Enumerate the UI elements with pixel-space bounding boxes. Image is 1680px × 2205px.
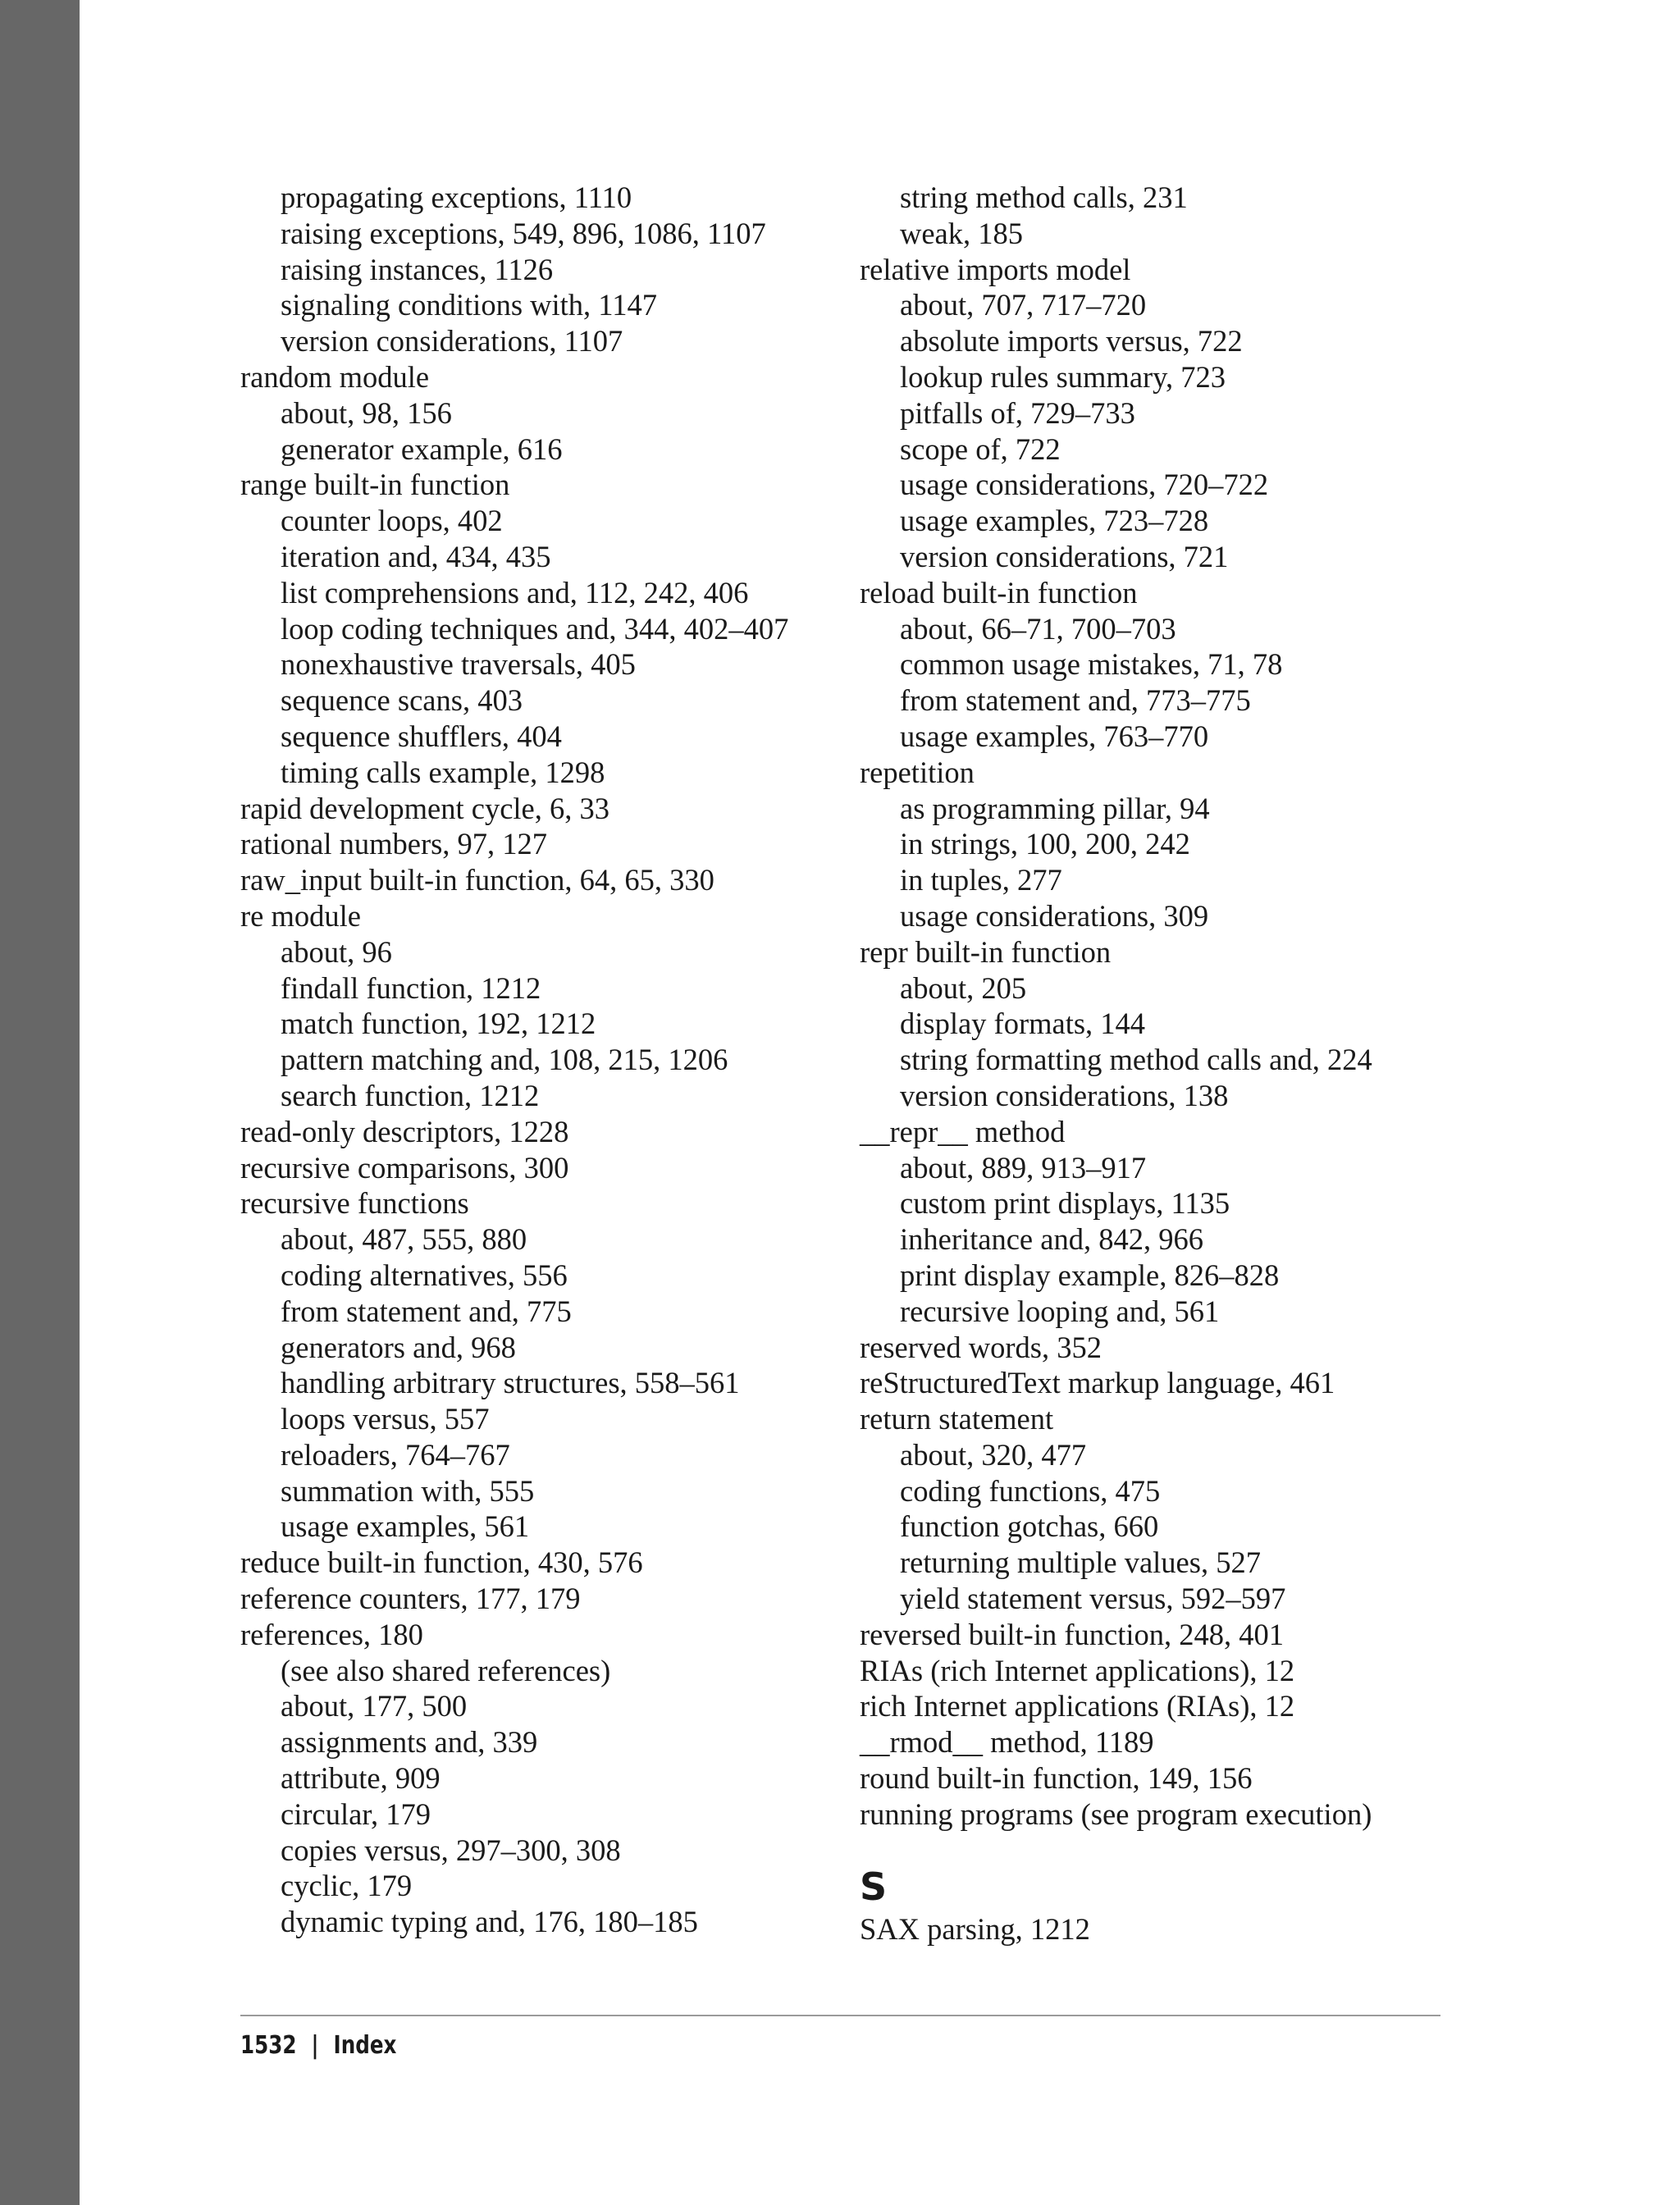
- index-subentry: coding functions, 475: [900, 1473, 1161, 1508]
- index-entry: random module: [240, 359, 430, 394]
- index-subentry: match function, 192, 1212: [281, 1007, 596, 1041]
- page-number: 1532: [240, 2031, 297, 2060]
- index-subentry: function gotchas, 660: [900, 1509, 1159, 1544]
- index-entry: running programs (see program execution): [860, 1796, 1372, 1831]
- index-subentry: lookup rules summary, 723: [900, 359, 1226, 394]
- index-subentry: iteration and, 434, 435: [281, 539, 551, 573]
- index-subentry: sequence scans, 403: [281, 683, 523, 718]
- index-entry: reduce built-in function, 430, 576: [240, 1545, 643, 1580]
- index-entry: re module: [240, 898, 361, 933]
- index-subentry: raising exceptions, 549, 896, 1086, 1107: [281, 216, 766, 250]
- index-subentry: timing calls example, 1298: [281, 755, 605, 789]
- index-subentry: (see also shared references): [281, 1653, 611, 1687]
- index-subentry: generator example, 616: [281, 431, 563, 466]
- index-entry: reversed built-in function, 248, 401: [860, 1617, 1284, 1651]
- index-subentry: generators and, 968: [281, 1330, 516, 1364]
- index-entry: __repr__ method: [860, 1114, 1066, 1148]
- index-subentry: recursive looping and, 561: [900, 1294, 1220, 1328]
- index-subentry: absolute imports versus, 722: [900, 324, 1243, 358]
- page-footer: [240, 2031, 396, 2060]
- index-subentry: in tuples, 277: [900, 863, 1062, 897]
- index-subentry: search function, 1212: [281, 1078, 540, 1112]
- index-subentry: pitfalls of, 729–733: [900, 395, 1135, 430]
- index-subentry: common usage mistakes, 71, 78: [900, 647, 1283, 682]
- index-entry: reserved words, 352: [860, 1330, 1102, 1364]
- index-entries-s: [860, 1911, 1450, 1947]
- index-entry: recursive comparisons, 300: [240, 1150, 569, 1185]
- index-subentry: about, 889, 913–917: [900, 1150, 1147, 1185]
- index-subentry: propagating exceptions, 1110: [281, 180, 632, 214]
- index-entry: references, 180: [240, 1617, 423, 1651]
- index-subentry: returning multiple values, 527: [900, 1545, 1261, 1580]
- index-subentry: nonexhaustive traversals, 405: [281, 647, 636, 682]
- index-subentry: version considerations, 1107: [281, 324, 623, 358]
- index-subentry: string formatting method calls and, 224: [900, 1043, 1372, 1077]
- index-subentry: attribute, 909: [281, 1761, 441, 1796]
- index-entry: rapid development cycle, 6, 33: [240, 791, 610, 825]
- index-entry: recursive functions: [240, 1186, 469, 1221]
- index-entry: SAX parsing, 1212: [860, 1911, 1090, 1946]
- index-entry: rational numbers, 97, 127: [240, 827, 548, 861]
- index-subentry: display formats, 144: [900, 1007, 1146, 1041]
- index-column-right: [860, 180, 1450, 1947]
- index-entry: reStructuredText markup language, 461: [860, 1366, 1335, 1400]
- index-subentry: usage considerations, 720–722: [900, 468, 1269, 502]
- index-entries-r: [860, 180, 1450, 1833]
- index-entry: reference counters, 177, 179: [240, 1582, 581, 1616]
- index-subentry: list comprehensions and, 112, 242, 406: [281, 575, 749, 609]
- index-entry: round built-in function, 149, 156: [860, 1761, 1253, 1796]
- index-subentry: about, 177, 500: [281, 1689, 468, 1723]
- index-column-left: [240, 180, 831, 1940]
- index-subentry: loops versus, 557: [281, 1402, 490, 1436]
- index-subentry: cyclic, 179: [281, 1869, 413, 1903]
- index-subentry: summation with, 555: [281, 1473, 535, 1508]
- index-subentry: copies versus, 297–300, 308: [281, 1833, 621, 1867]
- page-edge-strip: [0, 0, 80, 2205]
- footer-section-title: Index: [333, 2031, 397, 2060]
- index-subentry: coding alternatives, 556: [281, 1258, 568, 1292]
- index-subentry: usage examples, 561: [281, 1509, 530, 1544]
- section-letter-heading: S: [860, 1864, 888, 1909]
- index-entry: repetition: [860, 755, 975, 789]
- index-subentry: scope of, 722: [900, 431, 1061, 466]
- index-subentry: circular, 179: [281, 1796, 431, 1831]
- index-subentry: dynamic typing and, 176, 180–185: [281, 1905, 698, 1939]
- index-subentry: pattern matching and, 108, 215, 1206: [281, 1043, 728, 1077]
- index-subentry: yield statement versus, 592–597: [900, 1582, 1286, 1616]
- index-subentry: handling arbitrary structures, 558–561: [281, 1366, 740, 1400]
- index-entry: relative imports model: [860, 252, 1131, 286]
- index-subentry: from statement and, 775: [281, 1294, 572, 1328]
- index-subentry: counter loops, 402: [281, 504, 503, 538]
- index-entry: raw_input built-in function, 64, 65, 330: [240, 863, 714, 897]
- index-entry: repr built-in function: [860, 934, 1112, 969]
- index-subentry: usage examples, 723–728: [900, 504, 1209, 538]
- index-subentry: loop coding techniques and, 344, 402–407: [281, 611, 789, 646]
- index-subentry: in strings, 100, 200, 242: [900, 827, 1190, 861]
- index-subentry: from statement and, 773–775: [900, 683, 1251, 718]
- index-subentry: about, 320, 477: [900, 1437, 1087, 1472]
- index-subentry: as programming pillar, 94: [900, 791, 1210, 825]
- index-subentry: about, 66–71, 700–703: [900, 611, 1176, 646]
- index-subentry: print display example, 826–828: [900, 1258, 1280, 1292]
- index-subentry: version considerations, 138: [900, 1078, 1229, 1112]
- index-subentry: inheritance and, 842, 966: [900, 1222, 1203, 1257]
- index-subentry: assignments and, 339: [281, 1725, 538, 1760]
- index-subentry: raising instances, 1126: [281, 252, 554, 286]
- index-entry: read-only descriptors, 1228: [240, 1114, 569, 1148]
- index-entry: return statement: [860, 1402, 1054, 1436]
- index-subentry: usage considerations, 309: [900, 898, 1209, 933]
- index-entry: rich Internet applications (RIAs), 12: [860, 1689, 1295, 1723]
- index-subentry: about, 98, 156: [281, 395, 452, 430]
- index-subentry: about, 205: [900, 970, 1027, 1005]
- index-subentry: reloaders, 764–767: [281, 1437, 510, 1472]
- index-subentry: about, 96: [281, 934, 392, 969]
- index-subentry: version considerations, 721: [900, 539, 1229, 573]
- footer-rule: [240, 2015, 1440, 2016]
- index-subentry: string method calls, 231: [900, 180, 1188, 214]
- index-subentry: signaling conditions with, 1147: [281, 288, 657, 322]
- index-subentry: findall function, 1212: [281, 970, 541, 1005]
- index-entry: range built-in function: [240, 468, 510, 502]
- index-subentry: about, 707, 717–720: [900, 288, 1147, 322]
- index-subentry: about, 487, 555, 880: [281, 1222, 527, 1257]
- index-entry: RIAs (rich Internet applications), 12: [860, 1653, 1295, 1687]
- footer-separator: |: [311, 2031, 319, 2060]
- index-entry: reload built-in function: [860, 575, 1138, 609]
- index-subentry: usage examples, 763–770: [900, 719, 1209, 753]
- index-subentry: custom print displays, 1135: [900, 1186, 1230, 1221]
- index-subentry: weak, 185: [900, 216, 1024, 250]
- index-subentry: sequence shufflers, 404: [281, 719, 562, 753]
- index-entry: __rmod__ method, 1189: [860, 1725, 1154, 1760]
